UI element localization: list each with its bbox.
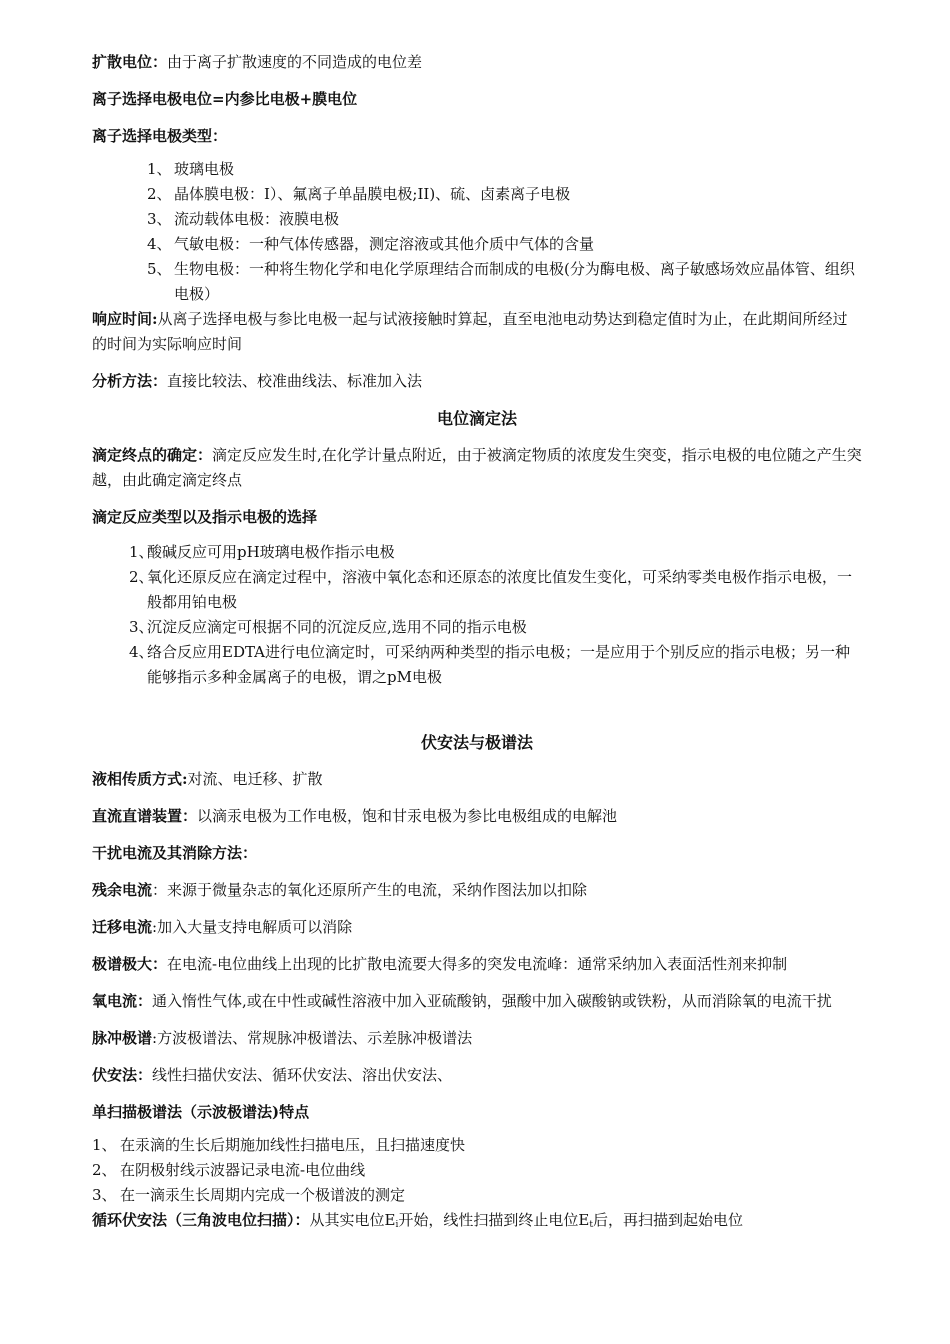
para-polarographic-maxima: 极谱极大：在电流-电位曲线上出现的比扩散电流要大得多的突发电流峰：通常采纳加入表面活性剂来抑制	[92, 955, 788, 973]
list-item: 2、 晶体膜电极：I）、氟离子单晶膜电极;II)、硫、卤素离子电极	[147, 185, 571, 203]
para-single-sweep: 单扫描极谱法（示波极谱法)特点	[92, 1103, 310, 1121]
para-migration-current: 迁移电流:加入大量支持电解质可以消除	[92, 918, 353, 936]
para-endpoint: 滴定终点的确定：滴定反应发生时,在化学计量点附近，由于被滴定物质的浓度发生突变，指示电极的电位随之产生突越，由此确定滴定终点	[92, 446, 862, 489]
list-item: 4、 络合反应用EDTA进行电位滴定时，可采纳两种类型的指示电极；一是应用于个别反应的指示电极；另一种能够指示多种金属离子的电极，谓之pM电极	[129, 643, 850, 686]
para-ise-potential: 离子选择电极电位=内参比电极+膜电位	[92, 90, 358, 108]
section-heading-voltammetry: 伏安法与极谱法	[420, 733, 533, 752]
list-item: 2、 在阴极射线示波器记录电流-电位曲线	[92, 1161, 366, 1179]
para-analysis-methods: 分析方法：直接比较法、校准曲线法、标准加入法	[92, 372, 423, 390]
para-ise-types: 离子选择电极类型：	[92, 127, 228, 145]
section-heading-potentiometric-titration: 电位滴定法	[436, 409, 517, 428]
para-dc-polarography: 直流直谱装置：以滴汞电极为工作电极，饱和甘汞电极为参比电极组成的电解池	[92, 807, 618, 825]
para-mass-transfer: 液相传质方式:对流、电迁移、扩散	[92, 770, 323, 788]
para-oxygen-current: 氧电流：通入惰性气体,或在中性或碱性溶液中加入亚硫酸钠，强酸中加入碳酸钠或铁粉，从而消除氧的电流干扰	[92, 992, 832, 1010]
list-item: 3、 沉淀反应滴定可根据不同的沉淀反应,选用不同的指示电极	[129, 618, 527, 636]
list-item: 1、 在汞滴的生长后期施加线性扫描电压，且扫描速度快	[92, 1136, 466, 1154]
para-voltammetry: 伏安法：线性扫描伏安法、循环伏安法、溶出伏安法、	[92, 1066, 453, 1084]
term: 扩散电位：	[92, 53, 168, 71]
list-item: 3、 在一滴汞生长周期内完成一个极谱波的测定	[92, 1186, 406, 1204]
para-titration-types: 滴定反应类型以及指示电极的选择	[92, 508, 318, 526]
para-response-time: 响应时间:从离子选择电极与参比电极一起与试液接触时算起，直至电池电动势达到稳定值时为止，在此期间所经过的时间为实际响应时间	[92, 310, 848, 353]
para-cyclic-voltammetry: 循环伏安法（三角波电位扫描）：从其实电位$E_i$开始，线性扫描到终止电位$E_t$后，再扫描到起始电位	[92, 1211, 743, 1230]
list-item: 1、 酸碱反应可用pH玻璃电极作指示电极	[129, 543, 395, 561]
text: 由于离子扩散速度的不同造成的电位差	[167, 53, 423, 71]
list-item: 4、 气敏电极：一种气体传感器，测定溶液或其他介质中气体的含量	[147, 235, 595, 253]
para-interference-current: 干扰电流及其消除方法：	[92, 844, 258, 862]
para-diffusion-potential	[92, 50, 862, 75]
list-item: 1、 玻璃电极	[147, 160, 235, 178]
list-item: 5、 生物电极：一种将生物化学和电化学原理结合而制成的电极(分为酶电极、离子敏感场效应晶体管、组织电极）	[147, 260, 855, 303]
list-titration-types	[92, 540, 862, 690]
list-single-sweep-features	[92, 1133, 862, 1208]
list-item: 3、 流动载体电极：液膜电极	[147, 210, 340, 228]
document-page	[92, 50, 862, 1238]
para-pulse-polarography: 脉冲极谱:方波极谱法、常规脉冲极谱法、示差脉冲极谱法	[92, 1029, 473, 1047]
list-ise-types	[92, 157, 862, 307]
para-residual-current: 残余电流：来源于微量杂志的氧化还原所产生的电流，采纳作图法加以扣除	[92, 881, 588, 899]
list-item: 2、 氧化还原反应在滴定过程中，溶液中氧化态和还原态的浓度比值发生变化，可采纳零类电极作指示电极，一般都用铂电极	[129, 568, 853, 611]
